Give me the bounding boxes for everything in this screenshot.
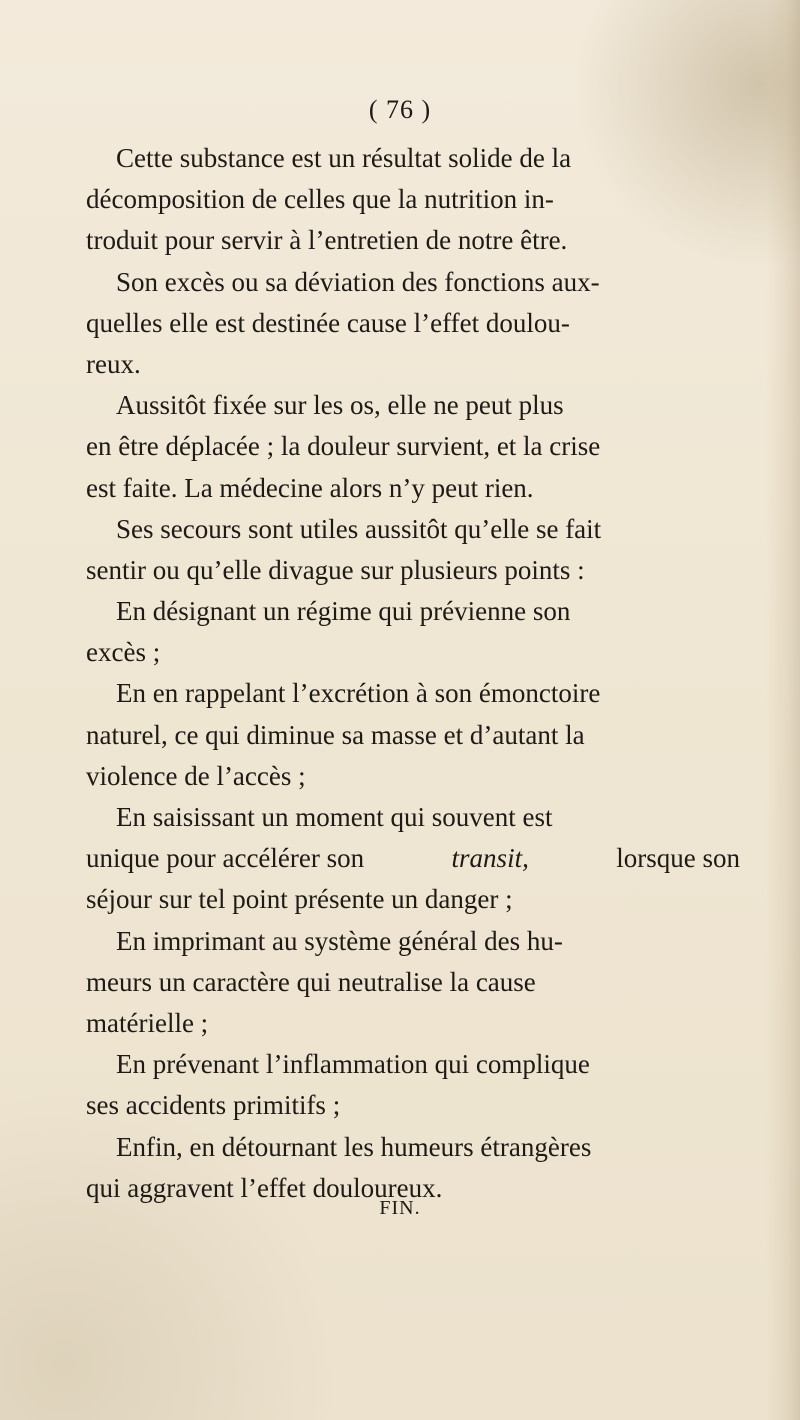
- text-line: En en rappelant l’excrétion à son émonctoire: [116, 678, 601, 709]
- text-line: En désignant un régime qui prévienne son: [116, 596, 571, 627]
- text-line: qui aggravent l’effet douloureux.: [86, 1172, 443, 1203]
- italic-word: transit,: [451, 843, 529, 874]
- text-line: Enfin, en détournant les humeurs étrangères: [116, 1131, 592, 1162]
- text-line: troduit pour servir à l’entretien de notre être.: [86, 225, 568, 256]
- text-line: naturel, ce qui diminue sa masse et d’autant la: [86, 719, 585, 750]
- fin-label: FIN.: [379, 1197, 421, 1219]
- text-line: matérielle ;: [86, 1007, 209, 1038]
- text-line: En prévenant l’inflammation qui complique: [116, 1049, 590, 1080]
- text-line: Son excès ou sa déviation des fonctions aux-: [116, 266, 600, 297]
- text-line: Cette substance est un résultat solide de la: [116, 143, 572, 173]
- text-line: sentir ou qu’elle divague sur plusieurs points :: [86, 554, 585, 585]
- text-line: En saisissant un moment qui souvent est: [116, 802, 553, 832]
- text-line: Aussitôt fixée sur les os, elle ne peut plus: [116, 390, 564, 421]
- text-line: est faite. La médecine alors n’y peut rien.: [86, 472, 534, 503]
- text-line: décomposition de celles que la nutrition in-: [86, 184, 554, 215]
- text-line: excès ;: [86, 637, 161, 668]
- text-fragment: lorsque son: [616, 843, 740, 874]
- text-line: En imprimant au système général des hu-: [116, 925, 563, 956]
- text-line: ses accidents primitifs ;: [86, 1090, 341, 1121]
- text-line: séjour sur tel point présente un danger ;: [86, 884, 513, 915]
- body-text: [86, 138, 740, 1209]
- text-line: quelles elle est destinée cause l’effet doulou-: [86, 307, 570, 338]
- text-line: violence de l’accès ;: [86, 760, 306, 791]
- text-fragment: unique pour accélérer son: [86, 843, 365, 874]
- text-line: Ses secours sont utiles aussitôt qu’elle se fait: [116, 513, 602, 544]
- text-line-with-italic: [86, 838, 740, 879]
- page-number: ( 76 ): [368, 95, 432, 124]
- text-line: en être déplacée ; la douleur survient, et la crise: [86, 431, 601, 462]
- text-line: reux.: [86, 348, 141, 379]
- text-line: meurs un caractère qui neutralise la cause: [86, 966, 536, 997]
